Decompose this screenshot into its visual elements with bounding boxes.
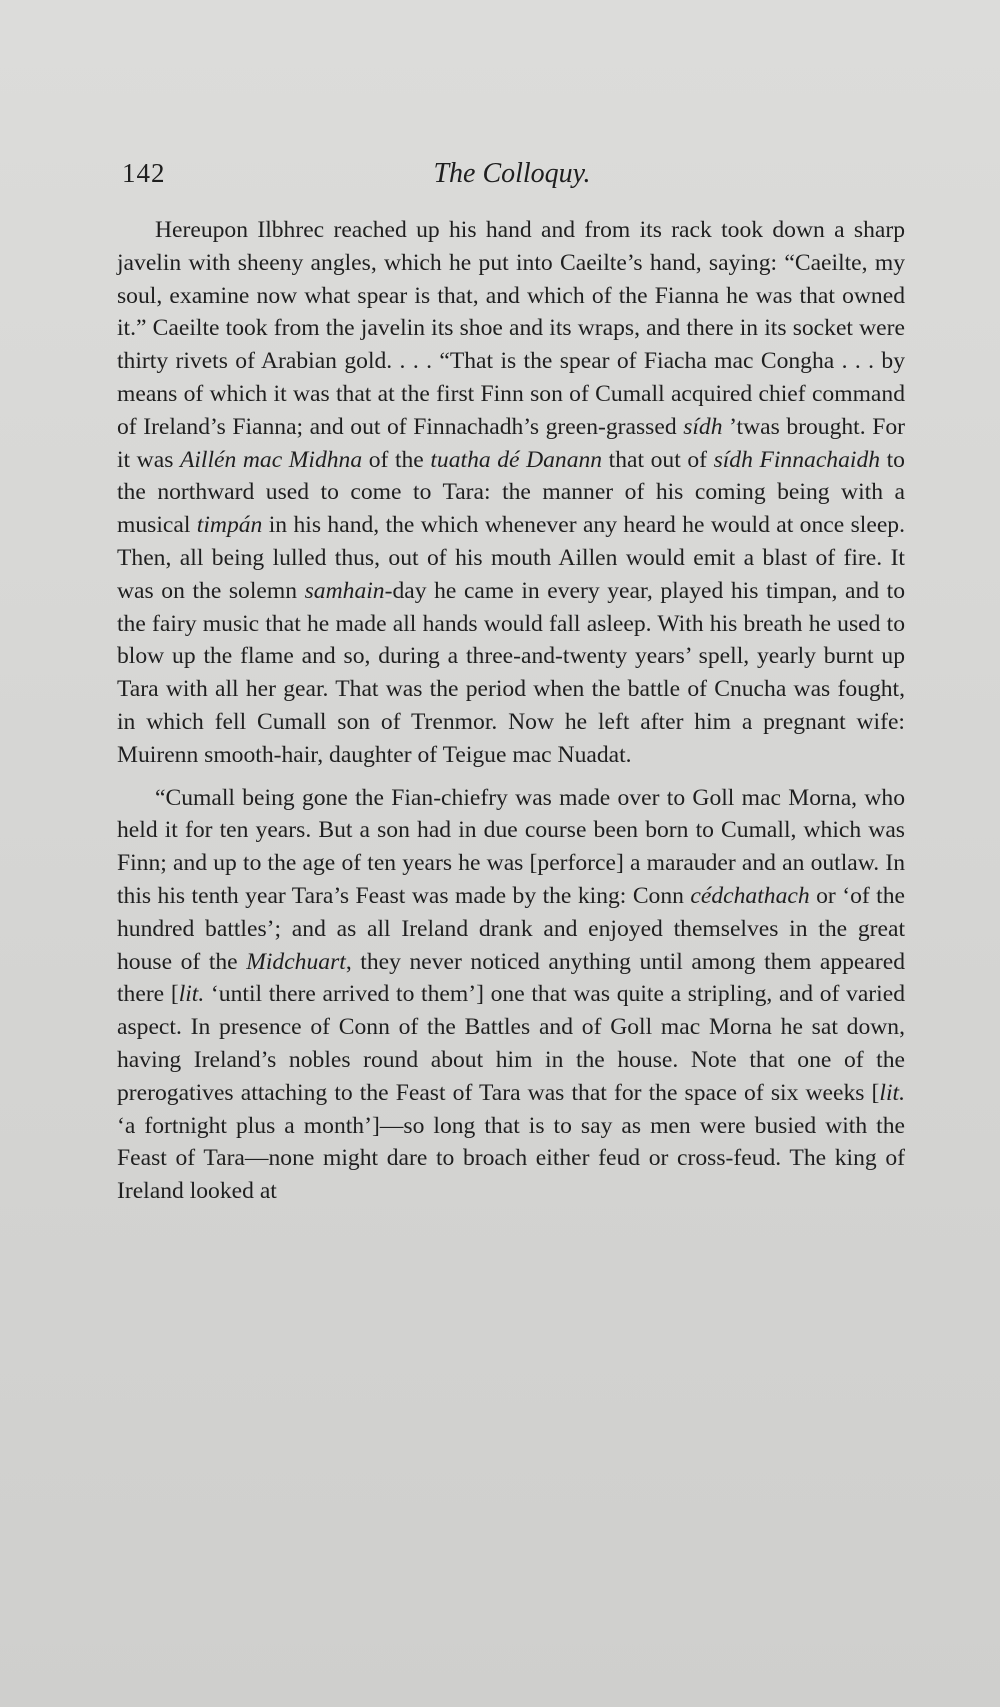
paragraph-1-segment: that out of (602, 446, 714, 473)
running-title: The Colloquy. (433, 158, 591, 189)
paragraph-1-segment: samhain (304, 577, 385, 604)
paragraph-2-segment: ‘a fortnight plus a month’]—so long that is to say as men were busied with the Feast of Tara—none might dare to broach either feud or cross-feud. The king of Ireland looked at (117, 1112, 905, 1205)
paragraph-1-segment: Aillén mac Midhna (179, 446, 363, 473)
paragraph-2-segment: ‘until there arrived to them’] one that was quite a stripling, and of varied aspect. In presence of Conn of the Battles and of Goll mac Morna he sat down, having Ireland’s nobles round about him in the house. Note that one of the prerogatives attaching to the Feast of Tara was that for the space of six weeks [ (117, 981, 905, 1106)
paragraph-2 (117, 782, 905, 1208)
paragraph-2-segment: Midchuart (246, 948, 346, 975)
paragraph-1-segment: in his hand, the which whenever any heard he would at once sleep. Then, all being lulled thus, out of his mouth Aillen would emit a blast of fire. It was on the solemn (117, 512, 905, 604)
paragraph-2-segment: cédchathach (690, 882, 810, 909)
paragraph-1-segment: of the (362, 446, 431, 473)
running-head (122, 158, 902, 198)
paragraph-2-segment: , they never noticed anything until among them appeared there [ (117, 948, 905, 1008)
paragraph-1-segment: sídh Finnachaidh (713, 446, 881, 473)
body-text (117, 214, 905, 1208)
paragraph-2-segment: “Cumall being gone the Fian-chiefry was made over to Goll mac Morna, who held it for ten years. But a son had in due course been born to Cumall, which was Finn; and up to the age of ten years he was [perforce] a marauder and an outlaw. In this his tenth year Tara’s Feast was made by the king: Conn (117, 784, 905, 909)
paragraph-1-segment: tuatha dé Danann (430, 446, 603, 473)
paragraph-2-segment: lit. (178, 981, 205, 1008)
paragraph-2-segment: lit. (879, 1079, 905, 1106)
paragraph-1 (117, 214, 905, 772)
paragraph-1-segment: to the northward used to come to Tara: the manner of his coming being with a musical (117, 446, 905, 539)
page-number: 142 (122, 158, 166, 188)
paragraph-1-segment: -day he came in every year, played his timpan, and to the fairy music that he made all hands would fall asleep. With his breath he used to blow up the flame and so, during a three-and-twenty years’ spell, yearly burnt up Tara with all her gear. That was the period when the battle of Cnucha was fought, in which fell Cumall son of Trenmor. Now he left after him a pregnant wife: Muirenn smooth-hair, daughter of Teigue mac Nuadat. (117, 577, 906, 768)
paragraph-2-segment: or ‘of the hundred battles’; and as all Ireland drank and enjoyed themselves in the great house of the (117, 882, 906, 975)
paragraph-1-segment: ’twas brought. For it was (117, 413, 905, 473)
paragraph-1-segment: Hereupon Ilbhrec reached up his hand and from its rack took down a sharp javelin with sheeny angles, which he put into Caeilte’s hand, saying: “Caeilte, my soul, examine now what spear is that, and which of the Fianna he was that owned it.” Caeilte took from the javelin its shoe and its wraps, and there in its socket were thirty rivets of Arabian gold. . . . “That is the spear of Fiacha mac Congha . . . by means of which it was that at the first Finn son of Cumall acquired chief command of Ireland’s Fianna; and out of Finnachadh’s green-grassed (117, 217, 905, 440)
paragraph-1-segment: timpán (196, 512, 263, 539)
paragraph-1-segment: sídh (683, 413, 723, 440)
